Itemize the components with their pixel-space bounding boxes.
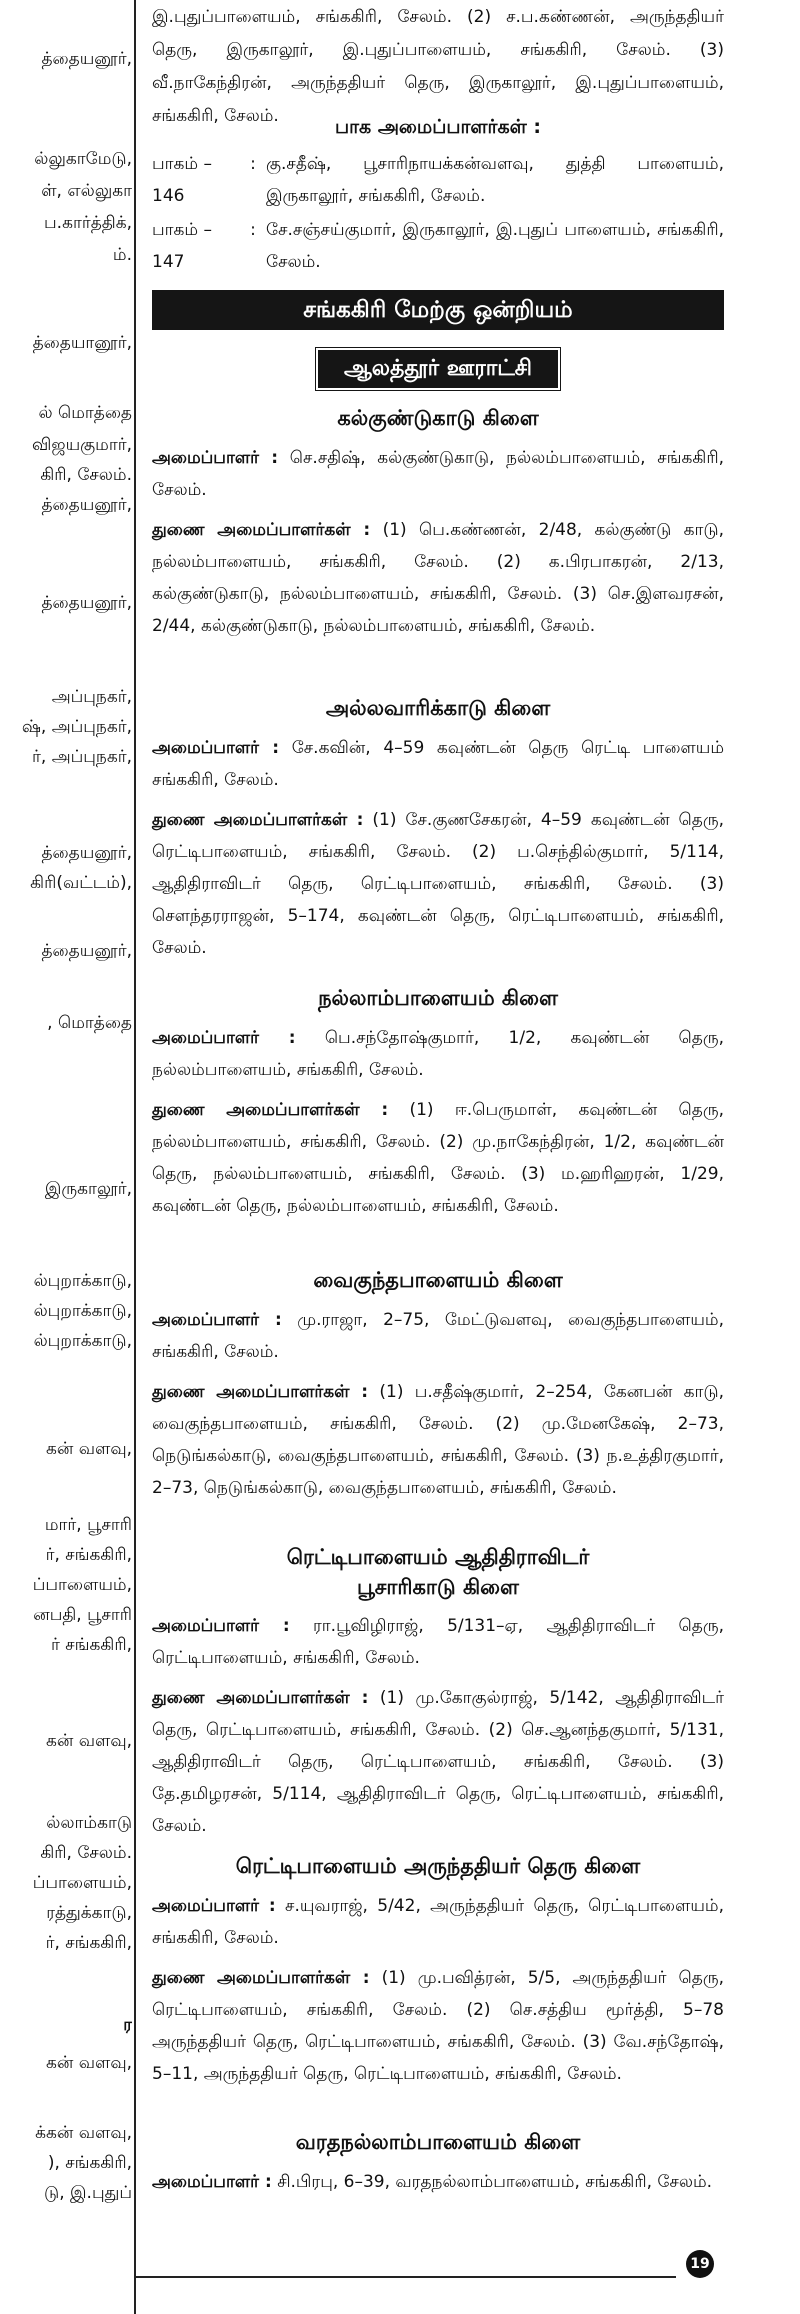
organiser-label: அமைப்பாளர் : <box>152 1310 282 1330</box>
organiser-details: சே.கவின், 4–59 கவுண்டன் தெரு ரெட்டி பாளையம் சங்ககிரி, சேலம். <box>152 738 725 790</box>
left-column-line: மார், பூசாரி <box>44 1515 132 1535</box>
deputies-details: (1) ப.சதீஷ்குமார், 2–254, கேனபன் காடு, வைகுந்தபாளையம், சங்ககிரி, சேலம். (2) மு.மேனகேஷ், 2–73, நெடுங்கல்காடு, வைகுந்தபாளையம், சங்ககிரி, சேலம். (3) ந.உத்திரகுமார், 2–73, நெடுங்கல்காடு, வைகுந்தபாளையம், சங்ககிரி, சேலம். <box>152 1382 725 1498</box>
branch-section <box>152 1848 724 2090</box>
deputies-label: துணை அமைப்பாளர்கள் : <box>152 1688 369 1708</box>
organiser-details: ச.யுவராஜ், 5/42, அருந்ததியர் தெரு, ரெட்டிபாளையம், சங்ககிரி, சேலம். <box>152 1896 724 1948</box>
left-column-line: த்தையனூர், <box>41 941 132 961</box>
booth-row <box>152 214 724 278</box>
left-column-line: த்தையனூர், <box>41 843 132 863</box>
right-column <box>152 0 724 2314</box>
branch-section <box>152 1262 724 1504</box>
left-column-line: ), சங்ககிரி, <box>47 2153 132 2173</box>
left-column-line: க்கன் வளவு, <box>35 2123 132 2143</box>
left-column-line: த்தையனூர், <box>41 593 132 613</box>
deputies-details: (1) மு.கோகுல்ராஜ், 5/142, ஆதிதிராவிடர் தெரு, ரெட்டிபாளையம், சங்ககிரி, சேலம். (2) செ.ஆனந்தகுமார், 5/131, ஆதிதிராவிடர் தெரு, ரெட்டிபாளையம், சங்ககிரி, சேலம். (3) தே.தமிழரசன், 5/114, ஆதிதிராவிடர் தெரு, ரெட்டிபாளையம், சங்ககிரி, சேலம். <box>152 1688 724 1836</box>
deputies-paragraph <box>152 1682 724 1842</box>
branch-section <box>152 2124 724 2198</box>
organiser-paragraph <box>152 1890 724 1954</box>
branch-heading: நல்லாம்பாளையம் கிளை <box>318 986 558 1010</box>
left-column-line: ர், சங்ககிரி, <box>45 1545 132 1565</box>
branch-section <box>152 980 724 1222</box>
organiser-label: அமைப்பாளர் : <box>152 738 280 758</box>
organiser-paragraph <box>152 732 724 796</box>
left-column-line: கன் வளவு, <box>45 1731 132 1751</box>
booth-organisers-section <box>152 112 724 278</box>
left-column-line: ப.கார்த்திக், <box>44 213 132 233</box>
branch-section <box>152 1542 724 1842</box>
left-column-line: னபதி, பூசாரி <box>33 1605 132 1625</box>
left-column-line: த்தையனூர், <box>41 495 132 515</box>
organiser-label: அமைப்பாளர் : <box>152 448 279 468</box>
continued-paragraph: இ.புதுப்பாளையம், சங்ககிரி, சேலம். (2) ச.ப.கண்ணன், அருந்ததியர் தெரு, இருகாலூர், இ.புதுப்பாளையம், சங்ககிரி, சேலம். (3) வீ.நாகேந்திரன், அருந்ததியர் தெரு, இருகாலூர், இ.புதுப்பாளையம், சங்ககிரி, சேலம். <box>152 7 724 126</box>
booth-colon: : <box>250 220 256 240</box>
organiser-paragraph <box>152 442 724 506</box>
left-column-line: ர், அப்புநகர், <box>32 747 132 767</box>
left-column-line: , மொத்தை <box>47 1013 132 1033</box>
left-column-line: ர், சங்ககிரி, <box>45 1933 132 1953</box>
deputies-label: துணை அமைப்பாளர்கள் : <box>152 1100 389 1120</box>
left-column-line: ர் சங்ககிரி, <box>50 1635 132 1655</box>
organiser-details: செ.சதிஷ், கல்குண்டுகாடு, நல்லம்பாளையம், சங்ககிரி, சேலம். <box>152 448 725 500</box>
branch-section <box>152 690 724 964</box>
booth-organisers-heading: பாக அமைப்பாளர்கள் : <box>334 116 541 138</box>
left-column-line: கன் வளவு, <box>45 1439 132 1459</box>
left-column-line: ல்புறாக்காடு, <box>33 1301 132 1321</box>
bottom-divider <box>136 2276 676 2278</box>
deputies-paragraph <box>152 804 724 964</box>
left-column-line: ல் மொத்தை <box>38 403 132 423</box>
branch-heading: வைகுந்தபாளையம் கிளை <box>313 1268 563 1292</box>
left-column-line: அப்புநகர், <box>51 687 132 707</box>
left-column-line: கிரி(வட்டம்), <box>30 873 132 893</box>
deputies-label: துணை அமைப்பாளர்கள் : <box>152 1382 369 1402</box>
organiser-details: பெ.சந்தோஷ்குமார், 1/2, கவுண்டன் தெரு, நல்லம்பாளையம், சங்ககிரி, சேலம். <box>152 1028 724 1080</box>
organiser-details: மு.ராஜா, 2–75, மேட்டுவளவு, வைகுந்தபாளையம், சங்ககிரி, சேலம். <box>152 1310 725 1362</box>
left-column-line: இருகாலூர், <box>44 1179 132 1199</box>
organiser-paragraph <box>152 1610 724 1674</box>
left-column-line: ள், எல்லுகா <box>41 181 132 201</box>
panchayat-banner: ஆலத்தூர் ஊராட்சி <box>318 350 558 388</box>
left-column-line: த்தையானூர், <box>32 333 132 353</box>
organiser-details: ரா.பூவிழிராஜ், 5/131–ஏ, ஆதிதிராவிடர் தெரு, ரெட்டிபாளையம், சங்ககிரி, சேலம். <box>152 1616 725 1668</box>
left-column-line: ம். <box>112 245 132 265</box>
left-column-line: ப்பாளையம், <box>32 1575 132 1595</box>
branch-heading: ரெட்டிபாளையம் அருந்ததியர் தெரு கிளை <box>235 1854 641 1878</box>
deputies-paragraph <box>152 1962 724 2090</box>
deputies-details: (1) ஈ.பெருமாள், கவுண்டன் தெரு, நல்லம்பாளையம், சங்ககிரி, சேலம். (2) மு.நாகேந்திரன், 1/2, கவுண்டன் தெரு, நல்லம்பாளையம், சங்ககிரி, சேலம். (3) ம.ஹரிஹரன், 1/29, கவுண்டன் தெரு, நல்லம்பாளையம், சங்ககிரி, சேலம். <box>152 1100 724 1216</box>
left-column-line: ல்லாம்காடு <box>46 1813 132 1833</box>
branch-heading: அல்லவாரிக்காடு கிளை <box>325 696 551 720</box>
organiser-label: அமைப்பாளர் : <box>152 1896 276 1916</box>
left-column-line: விஜயகுமார், <box>32 435 132 455</box>
left-column-line: ல்புறாக்காடு, <box>33 1271 132 1291</box>
left-column-line: டு, இ.புதுப் <box>44 2183 132 2203</box>
booth-label: பாகம் – 147 <box>152 220 212 272</box>
organiser-details: சி.பிரபு, 6–39, வரதநல்லாம்பாளையம், சங்ககிரி, சேலம். <box>277 2172 713 2192</box>
deputies-details: (1) பெ.கண்ணன், 2/48, கல்குண்டு காடு, நல்லம்பாளையம், சங்ககிரி, சேலம். (2) க.பிரபாகரன், 2/13, கல்குண்டுகாடு, நல்லம்பாளையம், சங்ககிரி, சேலம். (3) செ.இளவரசன், 2/44, கல்குண்டுகாடு, நல்லம்பாளையம், சங்ககிரி, சேலம். <box>152 520 725 636</box>
organiser-paragraph <box>152 1022 724 1086</box>
branch-heading: கல்குண்டுகாடு கிளை <box>337 406 539 430</box>
left-column-line: கிரி, சேலம். <box>40 1843 132 1863</box>
deputies-details: (1) மு.பவித்ரன், 5/5, அருந்ததியர் தெரு, ரெட்டிபாளையம், சங்ககிரி, சேலம். (2) செ.சத்திய மூர்த்தி, 5–78 அருந்ததியர் தெரு, ரெட்டிபாளையம், சங்ககிரி, சேலம். (3) வே.சந்தோஷ், 5–11, அருந்ததியர் தெரு, ரெட்டிபாளையம், சங்ககிரி, சேலம். <box>152 1968 724 2084</box>
branch-heading: ரெட்டிபாளையம் ஆதிதிராவிடர் <box>286 1545 590 1569</box>
column-divider <box>134 0 136 2314</box>
organiser-paragraph <box>152 2166 724 2198</box>
deputies-label: துணை அமைப்பாளர்கள் : <box>152 810 364 830</box>
booth-row <box>152 148 724 212</box>
left-column-line: ப்பாளையம், <box>32 1873 132 1893</box>
booth-text: கு.சதீஷ், பூசாரிநாயக்கன்வளவு, துத்தி பாளையம், இருகாலூர், சங்ககிரி, சேலம். <box>266 154 724 206</box>
branch-heading: வரதநல்லாம்பாளையம் கிளை <box>295 2130 581 2154</box>
left-column-line: த்தையனூர், <box>41 49 132 69</box>
organiser-label: அமைப்பாளர் : <box>152 1028 296 1048</box>
left-column-line: ல்லுகாமேடு, <box>34 149 132 169</box>
left-column-line: ர <box>123 2015 132 2035</box>
union-banner: சங்ககிரி மேற்கு ஒன்றியம் <box>152 290 724 330</box>
left-column-line: கன் வளவு, <box>45 2053 132 2073</box>
branch-heading: பூசாரிகாடு கிளை <box>357 1575 519 1599</box>
deputies-paragraph <box>152 1376 724 1504</box>
deputies-paragraph <box>152 1094 724 1222</box>
organiser-label: அமைப்பாளர் : <box>152 2172 272 2192</box>
left-column-line: ல்புறாக்காடு, <box>33 1331 132 1351</box>
left-column-fragment <box>0 0 132 2314</box>
booth-label: பாகம் – 146 <box>152 154 212 206</box>
left-column-line: ஷ், அப்புநகர், <box>21 717 132 737</box>
deputies-paragraph <box>152 514 724 642</box>
branch-section <box>152 400 724 642</box>
booth-colon: : <box>250 154 256 174</box>
organiser-paragraph <box>152 1304 724 1368</box>
deputies-label: துணை அமைப்பாளர்கள் : <box>152 520 371 540</box>
page-number-badge: 19 <box>686 2250 714 2278</box>
left-column-line: ரத்துக்காடு, <box>46 1903 132 1923</box>
deputies-details: (1) சே.குணசேகரன், 4–59 கவுண்டன் தெரு, ரெட்டிபாளையம், சங்ககிரி, சேலம். (2) ப.செந்தில்குமார், 5/114, ஆதிதிராவிடர் தெரு, ரெட்டிபாளையம், சங்ககிரி, சேலம். (3) சௌந்தரராஜன், 5–174, கவுண்டன் தெரு, ரெட்டிபாளையம், சங்ககிரி, சேலம். <box>152 810 725 958</box>
deputies-label: துணை அமைப்பாளர்கள் : <box>152 1968 370 1988</box>
booth-text: சே.சஞ்சய்குமார், இருகாலூர், இ.புதுப் பாளையம், சங்ககிரி, சேலம். <box>266 220 724 272</box>
left-column-line: கிரி, சேலம். <box>40 465 132 485</box>
organiser-label: அமைப்பாளர் : <box>152 1616 290 1636</box>
